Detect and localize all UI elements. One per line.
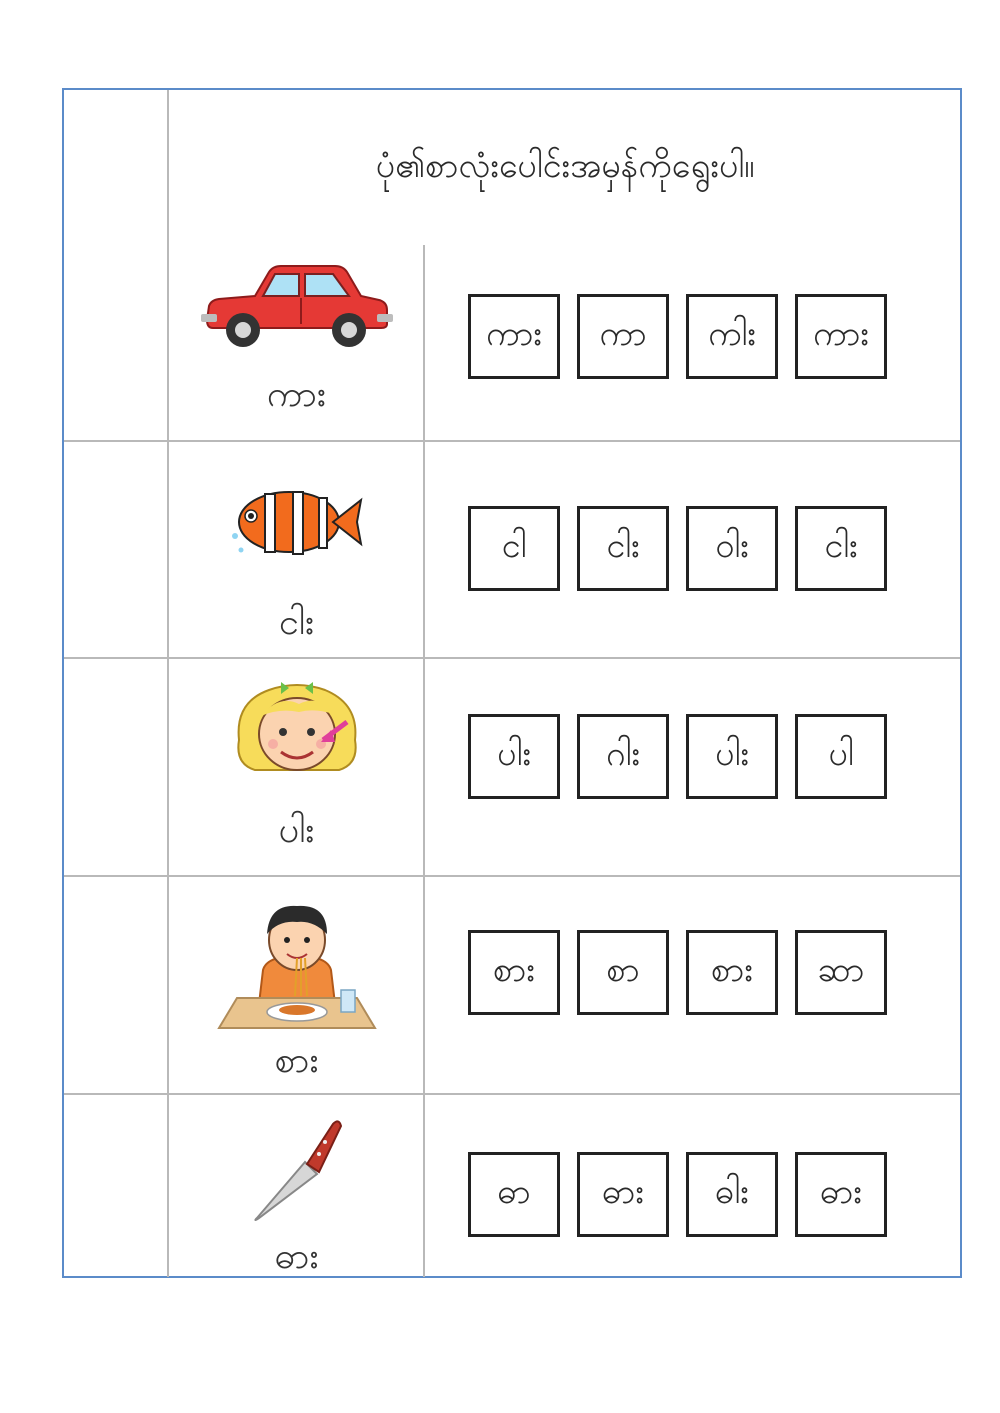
option-box[interactable]: ကား bbox=[468, 294, 560, 379]
option-group bbox=[468, 714, 908, 804]
border-top bbox=[62, 88, 962, 90]
knife-picture bbox=[170, 1118, 423, 1222]
fish-icon bbox=[227, 478, 367, 570]
boy-eating-picture bbox=[170, 900, 423, 1034]
option-box[interactable]: ပါး bbox=[686, 714, 778, 799]
option-box[interactable]: ဓား bbox=[577, 1152, 669, 1237]
option-box[interactable]: စား bbox=[686, 930, 778, 1015]
option-box[interactable]: ဝါး bbox=[686, 506, 778, 591]
option-group bbox=[468, 506, 908, 596]
option-group bbox=[468, 294, 908, 384]
car-picture bbox=[170, 258, 423, 358]
option-box[interactable]: ငါး bbox=[577, 506, 669, 591]
girl-picture bbox=[170, 682, 423, 782]
border-left bbox=[62, 88, 64, 1278]
option-box[interactable]: ဓါး bbox=[686, 1152, 778, 1237]
boy-eating-icon bbox=[217, 900, 377, 1034]
fish-picture bbox=[170, 478, 423, 570]
word-label: ပါး bbox=[278, 810, 315, 851]
word-label: စား bbox=[274, 1040, 319, 1081]
instruction-heading: ပုံ၏စာလုံးပေါင်းအမှန်ကိုရွေးပါ။ bbox=[375, 145, 755, 186]
option-box[interactable]: ဂါး bbox=[577, 714, 669, 799]
option-box[interactable]: စား bbox=[468, 930, 560, 1015]
word-label: ဓား bbox=[274, 1236, 319, 1277]
option-box[interactable]: ငါး bbox=[795, 506, 887, 591]
option-box[interactable]: ပါး bbox=[468, 714, 560, 799]
option-box[interactable]: စာ bbox=[577, 930, 669, 1015]
option-box[interactable]: ငါ bbox=[468, 506, 560, 591]
row-divider bbox=[64, 657, 960, 659]
knife-icon bbox=[247, 1118, 347, 1222]
girl-face-icon bbox=[229, 682, 365, 782]
option-group bbox=[468, 930, 908, 1020]
option-box[interactable]: ဆာ bbox=[795, 930, 887, 1015]
row-divider bbox=[64, 1093, 960, 1095]
column-divider-2 bbox=[423, 245, 425, 1277]
word-label: ငါး bbox=[278, 602, 315, 643]
option-group bbox=[468, 1152, 908, 1242]
word-label: ကား bbox=[266, 374, 327, 415]
option-box[interactable]: ဓာ bbox=[468, 1152, 560, 1237]
option-box[interactable]: ကါး bbox=[686, 294, 778, 379]
option-box[interactable]: ပါ bbox=[795, 714, 887, 799]
column-divider-1 bbox=[167, 90, 169, 1277]
option-box[interactable]: ကား bbox=[795, 294, 887, 379]
row-divider bbox=[64, 875, 960, 877]
border-right bbox=[960, 88, 962, 1278]
row-divider bbox=[64, 440, 960, 442]
car-icon bbox=[197, 258, 397, 358]
option-box[interactable]: ဓား bbox=[795, 1152, 887, 1237]
option-box[interactable]: ကာ bbox=[577, 294, 669, 379]
